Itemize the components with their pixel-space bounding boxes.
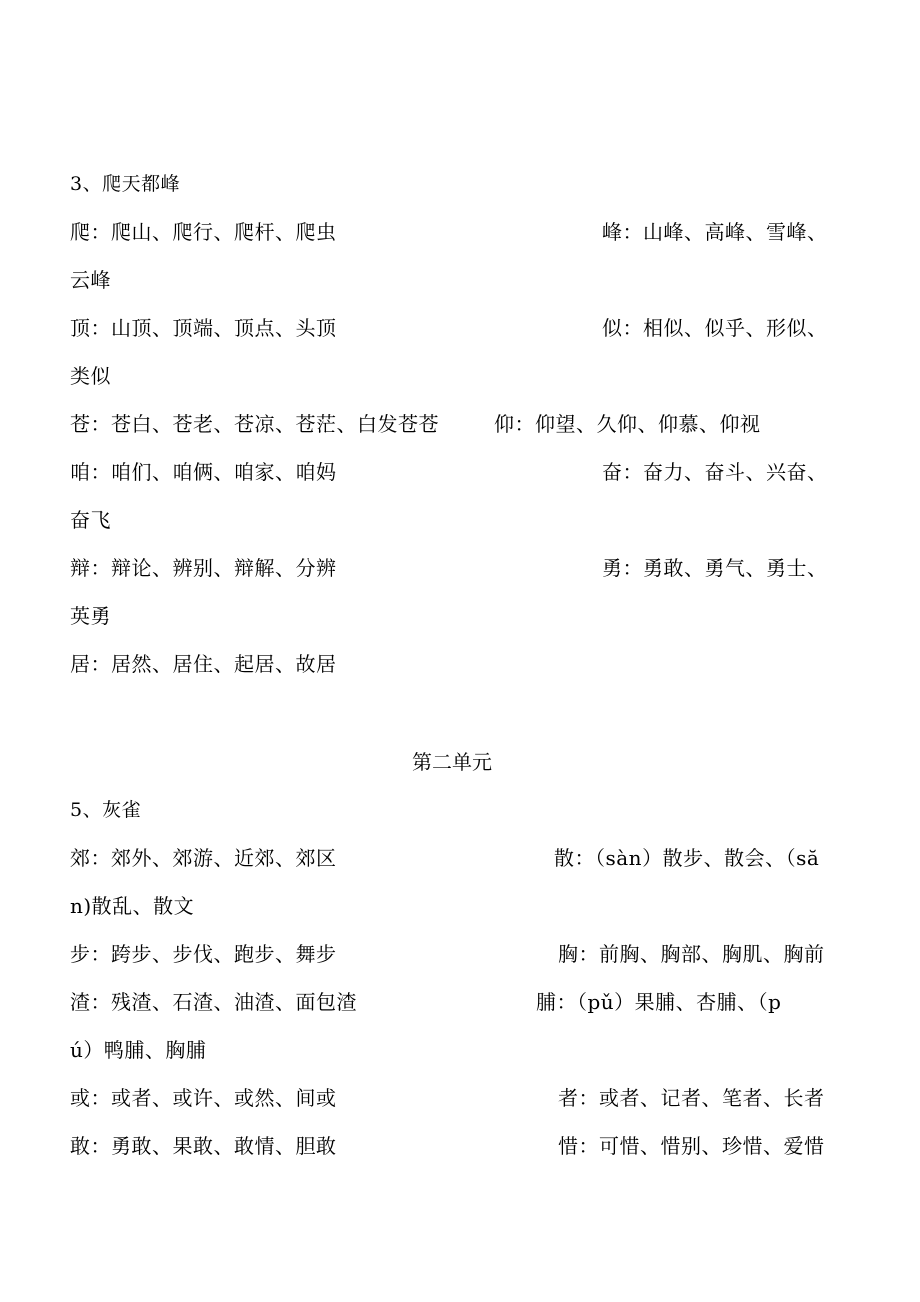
word-entry-wrap: ú）鸭脯、胸脯 bbox=[70, 1038, 207, 1062]
word-entry-right: 散：（sàn）散步、散会、（să bbox=[554, 846, 820, 870]
word-entry-left: 步：跨步、步伐、跑步、舞步 bbox=[70, 942, 337, 966]
word-entry-left: 居：居然、居住、起居、故居 bbox=[70, 652, 337, 676]
word-entry-left: 敢：勇敢、果敢、敢情、胆敢 bbox=[70, 1134, 337, 1158]
word-entry-right: 峰：山峰、高峰、雪峰、 bbox=[602, 220, 828, 244]
word-entry-right: 脯：（pǔ）果脯、杏脯、（p bbox=[536, 990, 782, 1014]
word-entry-right: 仰：仰望、久仰、仰慕、仰视 bbox=[494, 412, 761, 436]
word-entry-right: 胸：前胸、胸部、胸肌、胸前 bbox=[558, 942, 825, 966]
word-entry-left: 渣：残渣、石渣、油渣、面包渣 bbox=[70, 990, 357, 1014]
unit-2-title: 第二单元 bbox=[412, 750, 492, 774]
word-entry-left: 苍：苍白、苍老、苍凉、苍茫、白发苍苍 bbox=[70, 412, 439, 436]
word-entry-left: 郊：郊外、郊游、近郊、郊区 bbox=[70, 846, 337, 870]
word-entry-left: 辩：辩论、辨别、辩解、分辨 bbox=[70, 556, 337, 580]
lesson-3-title: 3、爬天都峰 bbox=[70, 173, 181, 195]
word-entry-right: 勇：勇敢、勇气、勇士、 bbox=[602, 556, 828, 580]
word-entry-left: 或：或者、或许、或然、间或 bbox=[70, 1086, 337, 1110]
word-entry-wrap: 类似 bbox=[70, 364, 111, 388]
word-entry-wrap: 英勇 bbox=[70, 604, 111, 628]
word-entry-left: 爬：爬山、爬行、爬杆、爬虫 bbox=[70, 220, 337, 244]
word-entry-wrap: 云峰 bbox=[70, 268, 111, 292]
word-entry-right: 似：相似、似乎、形似、 bbox=[602, 316, 828, 340]
lesson-5-title: 5、灰雀 bbox=[70, 799, 142, 821]
word-entry-left: 顶：山顶、顶端、顶点、头顶 bbox=[70, 316, 337, 340]
word-entry-right: 奋：奋力、奋斗、兴奋、 bbox=[602, 460, 828, 484]
word-entry-wrap: n)散乱、散文 bbox=[70, 894, 195, 918]
word-entry-right: 者：或者、记者、笔者、长者 bbox=[558, 1086, 825, 1110]
word-entry-right: 惜：可惜、惜别、珍惜、爱惜 bbox=[558, 1134, 825, 1158]
word-entry-left: 咱：咱们、咱俩、咱家、咱妈 bbox=[70, 460, 337, 484]
word-entry-wrap: 奋飞 bbox=[70, 508, 111, 532]
